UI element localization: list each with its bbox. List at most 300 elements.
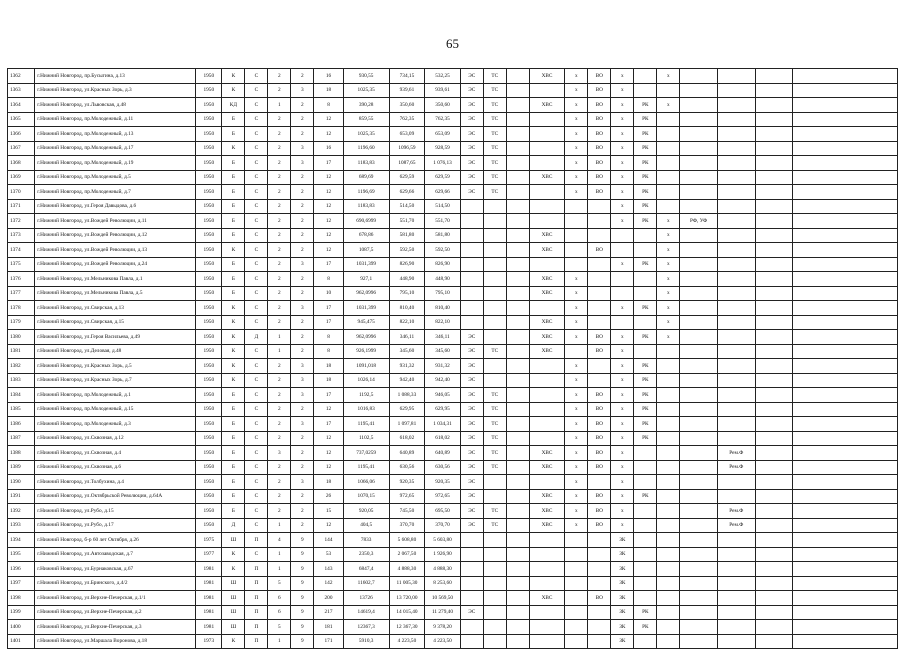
cell-total-area: 920,05: [343, 504, 389, 519]
cell-repair-note-b: [717, 315, 755, 330]
cell-cold-water: ХВС: [529, 460, 565, 475]
cell-sections: 3: [268, 446, 291, 461]
cell-hot-water: [565, 214, 588, 229]
cell-mark-c: [657, 170, 680, 185]
cell-mark-b: РК: [634, 431, 657, 446]
cell-sections: 1: [268, 330, 291, 345]
cell-sewage: [588, 605, 611, 620]
cell-residential-area: 629,66: [425, 185, 461, 200]
cell-living-area: 1 088,33: [389, 388, 425, 403]
cell-address: г.Нижний Новгород, ул.Октябрьской Революции, д.64А: [35, 489, 196, 504]
cell-mark-a: х: [611, 83, 634, 98]
cell-apartments: 12: [314, 112, 343, 127]
cell-floors: 2: [291, 243, 314, 258]
cell-repair-note-c: [755, 359, 793, 374]
cell-address: г.Нижний Новгород, ул.Вождей Революции, д.11: [35, 214, 196, 229]
cell-mark-a: [611, 243, 634, 258]
cell-address: г.Нижний Новгород, пр.Молодежный, д.3: [35, 417, 196, 432]
cell-electric: [460, 199, 483, 214]
cell-cold-water: ХВС: [529, 272, 565, 287]
cell-mark-a: [611, 315, 634, 330]
cell-cold-water: [529, 417, 565, 432]
cell-total-area: 1031,399: [343, 301, 389, 316]
cell-living-area: 822,10: [389, 315, 425, 330]
cell-gas: [506, 98, 529, 113]
cell-year: 1950: [196, 518, 222, 533]
cell-floors: 2: [291, 69, 314, 84]
cell-repair-note-a: [680, 620, 718, 635]
cell-hot-water: х: [565, 185, 588, 200]
cell-wall-type: Б: [222, 388, 245, 403]
cell-total-area: 1016,83: [343, 402, 389, 417]
cell-repair-note-c: [755, 257, 793, 272]
cell-total-area: 12367,3: [343, 620, 389, 635]
cell-electric: ЭС: [460, 141, 483, 156]
cell-sewage: ВО: [588, 417, 611, 432]
cell-row-number: 1395: [8, 547, 35, 562]
cell-repair-note-a: [680, 344, 718, 359]
cell-heating: ТС: [483, 504, 506, 519]
cell-wall-type: Б: [222, 489, 245, 504]
cell-cold-water: ХВС: [529, 170, 565, 185]
cell-wall-type: Ш: [222, 605, 245, 620]
cell-mark-a: х: [611, 156, 634, 171]
cell-sewage: ВО: [588, 402, 611, 417]
cell-sewage: ВО: [588, 504, 611, 519]
cell-wall-type: Б: [222, 127, 245, 142]
cell-sewage: [588, 547, 611, 562]
cell-year: 1950: [196, 83, 222, 98]
cell-mark-a: х: [611, 185, 634, 200]
cell-heating: ТС: [483, 388, 506, 403]
cell-extra: [793, 431, 898, 446]
cell-residential-area: 972,65: [425, 489, 461, 504]
cell-electric: ЭС: [460, 185, 483, 200]
cell-electric: [460, 591, 483, 606]
cell-sewage: [588, 228, 611, 243]
cell-year: 1950: [196, 214, 222, 229]
cell-heating: ТС: [483, 83, 506, 98]
cell-address: г.Нижний Новгород, ул.Вождей Революции, д.13: [35, 243, 196, 258]
cell-total-area: 6847,4: [343, 562, 389, 577]
cell-sections: 1: [268, 98, 291, 113]
table-row: [8, 344, 898, 359]
cell-sewage: [588, 634, 611, 649]
cell-year: 1950: [196, 98, 222, 113]
cell-repair-note-b: [717, 170, 755, 185]
cell-mark-a: х: [611, 417, 634, 432]
cell-living-area: 4 223,50: [389, 634, 425, 649]
table-row: [8, 257, 898, 272]
cell-repair-note-a: [680, 83, 718, 98]
cell-residential-area: 345,60: [425, 344, 461, 359]
cell-address: г.Нижний Новгород, ул.Сквозная, д.4: [35, 446, 196, 461]
cell-address: г.Нижний Новгород, ул.Вождей Революции, д.24: [35, 257, 196, 272]
cell-sewage: ВО: [588, 431, 611, 446]
cell-mark-b: [634, 518, 657, 533]
cell-roof-type: С: [245, 156, 268, 171]
cell-repair-note-b: [717, 562, 755, 577]
table-row: [8, 272, 898, 287]
cell-living-area: 745,50: [389, 504, 425, 519]
cell-hot-water: [565, 547, 588, 562]
cell-mark-a: х: [611, 388, 634, 403]
cell-sections: 2: [268, 228, 291, 243]
cell-extra: [793, 373, 898, 388]
cell-electric: ЭС: [460, 504, 483, 519]
cell-living-area: 640,89: [389, 446, 425, 461]
cell-sections: 2: [268, 243, 291, 258]
cell-electric: [460, 533, 483, 548]
cell-hot-water: [565, 576, 588, 591]
cell-mark-a: ЗК: [611, 547, 634, 562]
cell-extra: [793, 518, 898, 533]
cell-floors: 2: [291, 112, 314, 127]
cell-repair-note-b: [717, 605, 755, 620]
cell-mark-b: РК: [634, 359, 657, 374]
cell-roof-type: П: [245, 620, 268, 635]
cell-apartments: 8: [314, 272, 343, 287]
cell-floors: 2: [291, 286, 314, 301]
cell-address: г.Нижний Новгород, ул.Маршала Воронова, д.18: [35, 634, 196, 649]
cell-wall-type: К: [222, 547, 245, 562]
cell-roof-type: С: [245, 243, 268, 258]
cell-sections: 6: [268, 605, 291, 620]
cell-mark-a: ЗК: [611, 562, 634, 577]
table-row: [8, 330, 898, 345]
cell-cold-water: ХВС: [529, 446, 565, 461]
cell-repair-note-b: Рем.Ф: [717, 460, 755, 475]
cell-extra: [793, 533, 898, 548]
cell-roof-type: С: [245, 257, 268, 272]
cell-row-number: 1400: [8, 620, 35, 635]
cell-gas: [506, 417, 529, 432]
cell-total-area: 689,69: [343, 170, 389, 185]
cell-mark-c: [657, 562, 680, 577]
cell-roof-type: С: [245, 547, 268, 562]
table-row: [8, 576, 898, 591]
cell-heating: [483, 199, 506, 214]
cell-mark-c: [657, 402, 680, 417]
cell-repair-note-c: [755, 489, 793, 504]
cell-gas: [506, 199, 529, 214]
cell-gas: [506, 446, 529, 461]
cell-apartments: 18: [314, 475, 343, 490]
cell-wall-type: Б: [222, 228, 245, 243]
cell-repair-note-a: [680, 228, 718, 243]
cell-mark-c: [657, 518, 680, 533]
cell-electric: ЭС: [460, 112, 483, 127]
cell-extra: [793, 489, 898, 504]
cell-sewage: [588, 257, 611, 272]
cell-sewage: ВО: [588, 127, 611, 142]
cell-mark-a: х: [611, 344, 634, 359]
cell-gas: [506, 373, 529, 388]
cell-roof-type: С: [245, 518, 268, 533]
cell-wall-type: К: [222, 315, 245, 330]
cell-mark-b: [634, 243, 657, 258]
cell-row-number: 1374: [8, 243, 35, 258]
cell-repair-note-c: [755, 272, 793, 287]
cell-repair-note-c: [755, 518, 793, 533]
cell-living-area: 795,10: [389, 286, 425, 301]
cell-row-number: 1384: [8, 388, 35, 403]
cell-repair-note-b: [717, 83, 755, 98]
cell-total-area: 737,0259: [343, 446, 389, 461]
cell-total-area: 11602,7: [343, 576, 389, 591]
cell-apartments: 171: [314, 634, 343, 649]
cell-sewage: [588, 272, 611, 287]
cell-living-area: 629,59: [389, 170, 425, 185]
cell-heating: [483, 330, 506, 345]
cell-electric: [460, 562, 483, 577]
cell-mark-b: РК: [634, 257, 657, 272]
cell-repair-note-b: [717, 214, 755, 229]
cell-repair-note-b: [717, 475, 755, 490]
cell-mark-c: х: [657, 272, 680, 287]
cell-row-number: 1388: [8, 446, 35, 461]
cell-mark-a: х: [611, 112, 634, 127]
cell-hot-water: [565, 228, 588, 243]
cell-row-number: 1365: [8, 112, 35, 127]
cell-mark-b: РК: [634, 605, 657, 620]
cell-residential-area: 762,35: [425, 112, 461, 127]
cell-mark-b: РК: [634, 127, 657, 142]
cell-total-area: 690,6999: [343, 214, 389, 229]
cell-residential-area: 928,59: [425, 141, 461, 156]
cell-repair-note-c: [755, 373, 793, 388]
cell-extra: [793, 228, 898, 243]
cell-repair-note-b: [717, 373, 755, 388]
table-row: [8, 359, 898, 374]
cell-total-area: 1070,15: [343, 489, 389, 504]
cell-total-area: 1031,399: [343, 257, 389, 272]
cell-mark-a: х: [611, 127, 634, 142]
cell-repair-note-a: [680, 446, 718, 461]
cell-floors: 9: [291, 620, 314, 635]
cell-gas: [506, 460, 529, 475]
cell-electric: [460, 315, 483, 330]
cell-row-number: 1379: [8, 315, 35, 330]
cell-gas: [506, 112, 529, 127]
cell-sewage: ВО: [588, 170, 611, 185]
cell-cold-water: [529, 388, 565, 403]
cell-residential-area: 4 223,50: [425, 634, 461, 649]
cell-floors: 2: [291, 489, 314, 504]
cell-heating: ТС: [483, 446, 506, 461]
cell-extra: [793, 170, 898, 185]
cell-repair-note-a: [680, 330, 718, 345]
cell-extra: [793, 243, 898, 258]
cell-wall-type: К: [222, 141, 245, 156]
cell-residential-area: 9 378,20: [425, 620, 461, 635]
cell-row-number: 1362: [8, 69, 35, 84]
cell-row-number: 1369: [8, 170, 35, 185]
cell-extra: [793, 504, 898, 519]
cell-hot-water: х: [565, 504, 588, 519]
cell-mark-a: х: [611, 98, 634, 113]
cell-row-number: 1364: [8, 98, 35, 113]
cell-apartments: 53: [314, 547, 343, 562]
cell-roof-type: С: [245, 83, 268, 98]
cell-sections: 2: [268, 301, 291, 316]
cell-apartments: 12: [314, 431, 343, 446]
cell-mark-c: х: [657, 98, 680, 113]
cell-floors: 2: [291, 504, 314, 519]
cell-extra: [793, 83, 898, 98]
cell-sewage: [588, 562, 611, 577]
cell-row-number: 1382: [8, 359, 35, 374]
cell-mark-c: х: [657, 214, 680, 229]
cell-repair-note-a: [680, 127, 718, 142]
cell-mark-a: х: [611, 402, 634, 417]
cell-residential-area: 810,40: [425, 301, 461, 316]
cell-residential-area: 551,70: [425, 214, 461, 229]
cell-cold-water: [529, 257, 565, 272]
cell-total-area: 945,475: [343, 315, 389, 330]
cell-wall-type: Б: [222, 112, 245, 127]
cell-gas: [506, 156, 529, 171]
cell-cold-water: [529, 576, 565, 591]
cell-total-area: 1196,69: [343, 185, 389, 200]
cell-mark-a: [611, 272, 634, 287]
cell-apartments: 16: [314, 141, 343, 156]
cell-floors: 9: [291, 562, 314, 577]
cell-wall-type: Б: [222, 170, 245, 185]
cell-repair-note-c: [755, 562, 793, 577]
cell-heating: [483, 562, 506, 577]
cell-row-number: 1372: [8, 214, 35, 229]
cell-sections: 6: [268, 591, 291, 606]
cell-repair-note-c: [755, 156, 793, 171]
cell-row-number: 1381: [8, 344, 35, 359]
cell-floors: 2: [291, 315, 314, 330]
cell-sewage: ВО: [588, 243, 611, 258]
cell-mark-b: [634, 344, 657, 359]
cell-mark-b: РК: [634, 199, 657, 214]
cell-extra: [793, 112, 898, 127]
cell-residential-area: 10 569,50: [425, 591, 461, 606]
cell-mark-b: РК: [634, 98, 657, 113]
cell-living-area: 931,32: [389, 359, 425, 374]
cell-extra: [793, 446, 898, 461]
table-row: [8, 605, 898, 620]
cell-repair-note-a: [680, 576, 718, 591]
cell-wall-type: Б: [222, 185, 245, 200]
cell-apartments: 18: [314, 359, 343, 374]
cell-mark-b: [634, 446, 657, 461]
cell-address: г.Нижний Новгород, ул.Львовская, д.48: [35, 98, 196, 113]
cell-mark-a: х: [611, 460, 634, 475]
cell-extra: [793, 272, 898, 287]
cell-heating: [483, 576, 506, 591]
cell-roof-type: П: [245, 562, 268, 577]
cell-floors: 3: [291, 156, 314, 171]
table-row: [8, 489, 898, 504]
cell-heating: ТС: [483, 460, 506, 475]
cell-electric: [460, 257, 483, 272]
cell-wall-type: Б: [222, 431, 245, 446]
cell-mark-b: РК: [634, 373, 657, 388]
cell-year: 1977: [196, 547, 222, 562]
cell-wall-type: Д: [222, 518, 245, 533]
cell-floors: 2: [291, 272, 314, 287]
cell-repair-note-a: [680, 69, 718, 84]
cell-repair-note-a: [680, 112, 718, 127]
table-row: [8, 562, 898, 577]
cell-gas: [506, 605, 529, 620]
cell-living-area: 11 005,30: [389, 576, 425, 591]
cell-living-area: 939,61: [389, 83, 425, 98]
cell-heating: ТС: [483, 98, 506, 113]
cell-gas: [506, 402, 529, 417]
cell-apartments: 12: [314, 127, 343, 142]
cell-roof-type: С: [245, 388, 268, 403]
cell-floors: 9: [291, 634, 314, 649]
cell-hot-water: х: [565, 402, 588, 417]
cell-residential-area: 629,95: [425, 402, 461, 417]
cell-hot-water: х: [565, 83, 588, 98]
cell-mark-a: ЗК: [611, 576, 634, 591]
cell-cold-water: [529, 214, 565, 229]
table-row: [8, 634, 898, 649]
cell-sections: 2: [268, 83, 291, 98]
cell-sewage: ВО: [588, 98, 611, 113]
cell-cold-water: [529, 156, 565, 171]
cell-address: г.Нижний Новгород, пр.Бусыгина, д.13: [35, 69, 196, 84]
cell-cold-water: ХВС: [529, 315, 565, 330]
cell-repair-note-c: [755, 547, 793, 562]
cell-gas: [506, 344, 529, 359]
cell-sections: 2: [268, 127, 291, 142]
cell-floors: 2: [291, 518, 314, 533]
cell-extra: [793, 315, 898, 330]
cell-repair-note-c: [755, 243, 793, 258]
table-body: [8, 69, 898, 649]
cell-address: г.Нижний Новгород, пр.Молодежный, д.15: [35, 402, 196, 417]
cell-roof-type: С: [245, 344, 268, 359]
cell-living-area: 653,09: [389, 127, 425, 142]
cell-cold-water: ХВС: [529, 243, 565, 258]
cell-heating: [483, 634, 506, 649]
cell-mark-a: х: [611, 446, 634, 461]
cell-living-area: 734,15: [389, 69, 425, 84]
cell-living-area: 551,70: [389, 214, 425, 229]
cell-repair-note-b: [717, 98, 755, 113]
cell-total-area: 13726: [343, 591, 389, 606]
cell-mark-c: [657, 141, 680, 156]
cell-repair-note-b: [717, 272, 755, 287]
cell-roof-type: П: [245, 605, 268, 620]
cell-living-area: 1 097,81: [389, 417, 425, 432]
cell-total-area: 1196,60: [343, 141, 389, 156]
cell-living-area: 762,35: [389, 112, 425, 127]
cell-row-number: 1389: [8, 460, 35, 475]
cell-address: г.Нижний Новгород, пр.Молодежный, д.11: [35, 112, 196, 127]
cell-electric: [460, 634, 483, 649]
cell-repair-note-c: [755, 634, 793, 649]
cell-repair-note-a: [680, 504, 718, 519]
cell-sections: 1: [268, 562, 291, 577]
cell-residential-area: 822,10: [425, 315, 461, 330]
cell-electric: ЭС: [460, 605, 483, 620]
cell-electric: ЭС: [460, 388, 483, 403]
cell-repair-note-b: Рем.Ф: [717, 504, 755, 519]
cell-electric: ЭС: [460, 518, 483, 533]
cell-mark-c: [657, 460, 680, 475]
cell-wall-type: Б: [222, 446, 245, 461]
cell-heating: [483, 257, 506, 272]
